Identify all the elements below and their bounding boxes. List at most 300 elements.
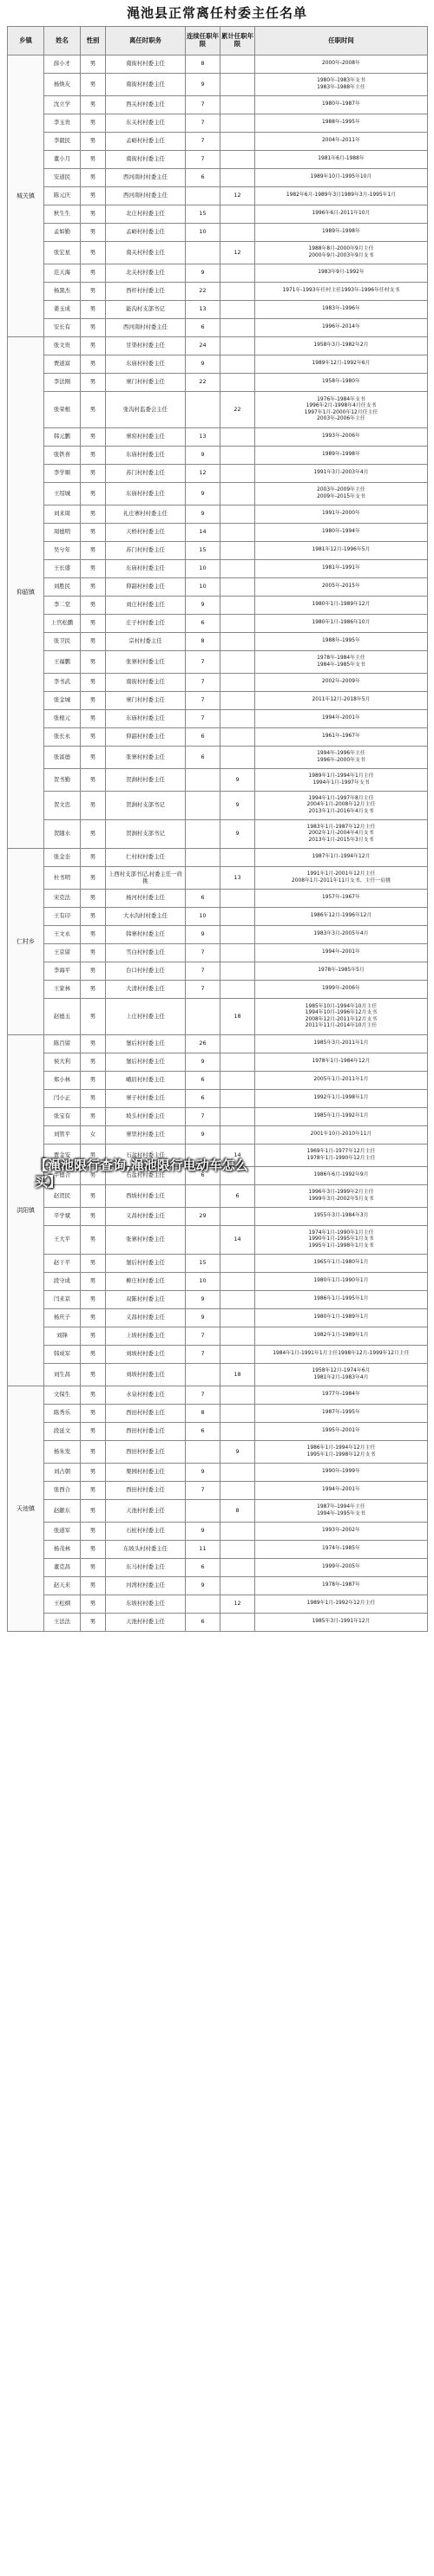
continuous-years-cell: 7 — [186, 1327, 220, 1346]
position-cell: 天池村村委主任 — [106, 1500, 186, 1523]
term-cell: 1991年3月-2003年4月 — [255, 465, 428, 483]
name-cell: 李玉贵 — [44, 114, 81, 133]
total-years-cell — [220, 114, 255, 133]
name-cell: 陈元庆 — [44, 187, 81, 205]
total-years-cell: 18 — [220, 999, 255, 1035]
town-cell: 仰韶镇 — [8, 337, 44, 849]
gender-cell: 男 — [81, 1291, 106, 1309]
name-cell: 赵干平 — [44, 1255, 81, 1273]
gender-cell: 男 — [81, 1035, 106, 1053]
gender-cell: 男 — [81, 1595, 106, 1614]
table-row — [8, 1072, 428, 1090]
continuous-years-cell: 6 — [186, 747, 220, 769]
position-cell: 宗村村委主任 — [106, 633, 186, 651]
gender-cell: 男 — [81, 447, 106, 465]
name-cell: 韩成军 — [44, 1346, 81, 1364]
position-cell: 东马村村委主任 — [106, 1559, 186, 1577]
town-cell: 仁村乡 — [8, 849, 44, 1035]
total-years-cell — [220, 674, 255, 692]
term-cell: 1983年1月-1987年12月主任 2002年1月-2004年4月支书 2013年1月-2015年3月支书 — [255, 820, 428, 849]
term-cell: 1978年-1984年主任 1984年-1985年支书 — [255, 651, 428, 674]
term-cell: 1965年1月-1980年1月 — [255, 1255, 428, 1273]
term-cell: 1988年-1995年 — [255, 114, 428, 133]
name-cell: 王绍城 — [44, 483, 81, 505]
term-cell: 1955年3月-1984年3月 — [255, 1208, 428, 1226]
position-cell: 刘庄村村委主任 — [106, 597, 186, 615]
name-cell: 王福鹏 — [44, 651, 81, 674]
continuous-years-cell: 6 — [186, 319, 220, 337]
continuous-years-cell: 6 — [186, 1167, 220, 1185]
table-row — [8, 560, 428, 578]
total-years-cell — [220, 447, 255, 465]
continuous-years-cell — [186, 1185, 220, 1208]
gender-cell: 男 — [81, 151, 106, 169]
total-years-cell — [220, 926, 255, 944]
town-cell: 天池镇 — [8, 1386, 44, 1632]
position-cell: 东坡头村村委主任 — [106, 1541, 186, 1559]
table-row — [8, 1090, 428, 1108]
gender-cell: 男 — [81, 224, 106, 242]
name-cell: 张金城 — [44, 692, 81, 710]
term-cell: 1999年-2006年 — [255, 981, 428, 999]
term-cell: 1958年-1980年 — [255, 374, 428, 392]
term-cell: 1986年1月-1995年1月 — [255, 1291, 428, 1309]
term-cell: 1994年-2001年 — [255, 1482, 428, 1500]
total-years-cell — [220, 74, 255, 96]
position-cell: 苏门村村委主任 — [106, 542, 186, 560]
table-row — [8, 151, 428, 169]
position-cell: 杨河村村委主任 — [106, 890, 186, 908]
term-cell: 1985年10月-1994年10月主任 1994年10月-1996年12月支书 2008年12月-2011年12月支书 2011年11月-2014年10月主任 — [255, 999, 428, 1035]
header-position: 离任时职务 — [106, 27, 186, 55]
name-cell: 秋生生 — [44, 205, 81, 224]
continuous-years-cell: 13 — [186, 428, 220, 447]
position-cell: 峨眉村村委主任 — [106, 1072, 186, 1090]
gender-cell: 男 — [81, 169, 106, 187]
continuous-years-cell: 6 — [186, 615, 220, 633]
name-cell: 李毅民 — [44, 133, 81, 151]
continuous-years-cell: 7 — [186, 981, 220, 999]
continuous-years-cell: 9 — [186, 447, 220, 465]
total-years-cell — [220, 283, 255, 301]
name-cell: 上官松鹏 — [44, 615, 81, 633]
term-cell: 1986年6月-1992年9月 — [255, 1167, 428, 1185]
continuous-years-cell: 9 — [186, 74, 220, 96]
name-cell: 杜书明 — [44, 867, 81, 890]
total-years-cell: 12 — [220, 187, 255, 205]
gender-cell: 男 — [81, 1500, 106, 1523]
position-cell: 河湾村村委主任 — [106, 1577, 186, 1595]
term-cell: 1961年-1967年 — [255, 728, 428, 747]
total-years-cell — [220, 1482, 255, 1500]
town-cell: 洪阳镇 — [8, 1035, 44, 1386]
gender-cell: 男 — [81, 962, 106, 981]
total-years-cell — [220, 710, 255, 728]
position-cell: 东庙村村委主任 — [106, 447, 186, 465]
term-cell: 1985年1月-1992年1月 — [255, 1108, 428, 1126]
total-years-cell — [220, 1464, 255, 1482]
continuous-years-cell — [186, 1441, 220, 1464]
term-cell: 1988年-1995年 — [255, 633, 428, 651]
table-row — [8, 169, 428, 187]
total-years-cell — [220, 1559, 255, 1577]
gender-cell: 男 — [81, 392, 106, 428]
position-cell: 石桩村村委主任 — [106, 1523, 186, 1541]
total-years-cell — [220, 1577, 255, 1595]
total-years-cell — [220, 1309, 255, 1327]
position-cell: 贺涧村村委主任 — [106, 769, 186, 792]
total-years-cell — [220, 1291, 255, 1309]
continuous-years-cell: 11 — [186, 1541, 220, 1559]
position-cell: 张寨村村委主任 — [106, 651, 186, 674]
continuous-years-cell — [186, 1500, 220, 1523]
continuous-years-cell: 9 — [186, 483, 220, 505]
position-cell: 寨窑村村委主任 — [106, 428, 186, 447]
total-years-cell — [220, 849, 255, 867]
name-cell: 张宏星 — [44, 242, 81, 264]
table-row — [8, 505, 428, 524]
position-cell: 孟峪村村委主任 — [106, 133, 186, 151]
term-cell: 1989年-1998年 — [255, 447, 428, 465]
position-cell: 仰韶村村委主任 — [106, 728, 186, 747]
term-cell: 1983年-1996年 — [255, 301, 428, 319]
position-cell: 义昌村村委主任 — [106, 1208, 186, 1226]
total-years-cell — [220, 1053, 255, 1072]
position-cell: 寨门村村委主任 — [106, 692, 186, 710]
table-row — [8, 114, 428, 133]
position-cell: 能沟村支部书记 — [106, 301, 186, 319]
total-years-cell — [220, 1405, 255, 1423]
table-row — [8, 55, 428, 74]
name-cell: 薛小才 — [44, 55, 81, 74]
position-cell: 南街村村委主任 — [106, 151, 186, 169]
continuous-years-cell: 7 — [186, 1386, 220, 1405]
gender-cell: 男 — [81, 867, 106, 890]
continuous-years-cell: 6 — [186, 1072, 220, 1090]
name-cell: 贾金安 — [44, 1145, 81, 1167]
table-row — [8, 1167, 428, 1185]
term-cell: 1974年1月-1990年1月主任 1990年1月-1995年1月支书 1995年1月-1998年1月支书 — [255, 1226, 428, 1255]
position-cell: 东庙村村委主任 — [106, 355, 186, 374]
name-cell: 刘占朝 — [44, 1464, 81, 1482]
total-years-cell — [220, 319, 255, 337]
continuous-years-cell: 7 — [186, 1346, 220, 1364]
continuous-years-cell — [186, 392, 220, 428]
position-cell: 寨子村村委主任 — [106, 1090, 186, 1108]
table-row — [8, 710, 428, 728]
total-years-cell — [220, 1208, 255, 1226]
name-cell: 孟如勤 — [44, 224, 81, 242]
gender-cell: 男 — [81, 692, 106, 710]
term-cell: 1977年-1984年 — [255, 1386, 428, 1405]
term-cell: 1993年-2002年 — [255, 1523, 428, 1541]
continuous-years-cell: 15 — [186, 1255, 220, 1273]
gender-cell: 男 — [81, 633, 106, 651]
gender-cell: 男 — [81, 1145, 106, 1167]
term-cell: 2005年-2015年 — [255, 578, 428, 597]
total-years-cell: 14 — [220, 1145, 255, 1167]
roster-table — [7, 26, 428, 1632]
continuous-years-cell — [186, 769, 220, 792]
term-cell: 1994年-1996年主任 1996年-2000年支书 — [255, 747, 428, 769]
position-cell: 上坡村村委主任 — [106, 1327, 186, 1346]
gender-cell: 男 — [81, 337, 106, 355]
table-row — [8, 1145, 428, 1167]
continuous-years-cell: 8 — [186, 1405, 220, 1423]
name-cell: 杨焕友 — [44, 74, 81, 96]
gender-cell: 男 — [81, 1541, 106, 1559]
name-cell: 沈立学 — [44, 96, 81, 114]
gender-cell: 男 — [81, 1185, 106, 1208]
position-cell: 南街村村委主任 — [106, 74, 186, 96]
table-row — [8, 542, 428, 560]
table-row — [8, 1482, 428, 1500]
name-cell: 安长有 — [44, 319, 81, 337]
name-cell: 张铁喜 — [44, 447, 81, 465]
name-cell: 杨黑杰 — [44, 283, 81, 301]
name-cell: 王松纲 — [44, 1595, 81, 1614]
total-years-cell: 13 — [220, 867, 255, 890]
table-row — [8, 597, 428, 615]
name-cell: 李海平 — [44, 962, 81, 981]
table-row — [8, 999, 428, 1035]
table-row — [8, 633, 428, 651]
continuous-years-cell — [186, 792, 220, 820]
gender-cell: 男 — [81, 651, 106, 674]
table-row — [8, 1464, 428, 1482]
name-cell: 宋克法 — [44, 890, 81, 908]
position-cell: 双陈村村委主任 — [106, 1291, 186, 1309]
table-row — [8, 319, 428, 337]
total-years-cell — [220, 355, 255, 374]
table-row — [8, 820, 428, 849]
continuous-years-cell: 7 — [186, 944, 220, 962]
table-row — [8, 1346, 428, 1364]
table-row — [8, 1541, 428, 1559]
continuous-years-cell: 9 — [186, 926, 220, 944]
position-cell: 寨门村村委主任 — [106, 374, 186, 392]
total-years-cell — [220, 1523, 255, 1541]
gender-cell: 男 — [81, 728, 106, 747]
table-row — [8, 769, 428, 792]
total-years-cell: 12 — [220, 1595, 255, 1614]
table-row — [8, 1185, 428, 1208]
gender-cell: 男 — [81, 264, 106, 283]
name-cell: 杨朱发 — [44, 1441, 81, 1464]
term-cell: 1989年-1998年 — [255, 224, 428, 242]
term-cell: 1991年1月-2001年12月主任 2008年1月-2011年11月支书、主任一肩挑 — [255, 867, 428, 890]
position-cell: 天池村村委主任 — [106, 1614, 186, 1632]
gender-cell: 男 — [81, 1577, 106, 1595]
total-years-cell — [220, 944, 255, 962]
continuous-years-cell: 7 — [186, 133, 220, 151]
table-row — [8, 1108, 428, 1126]
total-years-cell — [220, 651, 255, 674]
position-cell: 南街村村委主任 — [106, 674, 186, 692]
total-years-cell — [220, 337, 255, 355]
continuous-years-cell — [186, 849, 220, 867]
table-row — [8, 1035, 428, 1053]
position-cell: 贺涧村支部书记 — [106, 820, 186, 849]
gender-cell: 男 — [81, 74, 106, 96]
total-years-cell — [220, 633, 255, 651]
total-years-cell — [220, 962, 255, 981]
gender-cell: 男 — [81, 114, 106, 133]
total-years-cell — [220, 1273, 255, 1291]
name-cell: 王京留 — [44, 944, 81, 962]
position-cell: 仁村村村委主任 — [106, 849, 186, 867]
term-cell: 1984年1月-1991年1月主任1998年12月-1999年12月主任 — [255, 1346, 428, 1364]
total-years-cell — [220, 1346, 255, 1364]
gender-cell: 男 — [81, 319, 106, 337]
term-cell: 1988年8月-2000年9月主任 2000年9月-2003年9月支书 — [255, 242, 428, 264]
table-row — [8, 1559, 428, 1577]
position-cell: 台口村村委主任 — [106, 962, 186, 981]
name-cell: 段守成 — [44, 1273, 81, 1291]
table-header-row — [8, 27, 428, 55]
term-cell: 1999年-2005年 — [255, 1559, 428, 1577]
name-cell: 闫小正 — [44, 1090, 81, 1108]
position-cell: 张沟村监委会主任 — [106, 392, 186, 428]
total-years-cell: 8 — [220, 1500, 255, 1523]
position-cell: 天桥村村委主任 — [106, 524, 186, 542]
position-cell: 东关村村委主任 — [106, 114, 186, 133]
gender-cell: 男 — [81, 1346, 106, 1364]
gender-cell: 男 — [81, 908, 106, 926]
position-cell: 韩寨村村委主任 — [106, 926, 186, 944]
continuous-years-cell: 9 — [186, 505, 220, 524]
table-row — [8, 1405, 428, 1423]
name-cell: 张卫民 — [44, 633, 81, 651]
continuous-years-cell: 6 — [186, 1614, 220, 1632]
position-cell: 苏门村村委主任 — [106, 465, 186, 483]
continuous-years-cell: 7 — [186, 1482, 220, 1500]
term-cell: 1981年-1991年 — [255, 560, 428, 578]
table-row — [8, 1595, 428, 1614]
position-cell: 东庙村村委主任 — [106, 560, 186, 578]
gender-cell: 女 — [81, 1126, 106, 1145]
total-years-cell — [220, 55, 255, 74]
term-cell: 1978年-1985年5月 — [255, 962, 428, 981]
total-years-cell — [220, 374, 255, 392]
term-cell: 2003年-2009年主任 2009年-2015年支书 — [255, 483, 428, 505]
continuous-years-cell: 7 — [186, 96, 220, 114]
term-cell: 1985年3月-1991年12月 — [255, 1614, 428, 1632]
total-years-cell — [220, 578, 255, 597]
total-years-cell: 9 — [220, 1441, 255, 1464]
term-cell: 1994年1月-1997年8月主任 2004年1月-2008年12月主任 2013年1月-2016年4月支书 — [255, 792, 428, 820]
name-cell: 张根元 — [44, 710, 81, 728]
gender-cell: 男 — [81, 428, 106, 447]
continuous-years-cell: 12 — [186, 465, 220, 483]
continuous-years-cell: 9 — [186, 264, 220, 283]
term-cell: 1991年-2000年 — [255, 505, 428, 524]
position-cell: 仰韶村村委主任 — [106, 578, 186, 597]
name-cell: 李二堂 — [44, 597, 81, 615]
table-row — [8, 1614, 428, 1632]
continuous-years-cell: 7 — [186, 710, 220, 728]
table-row — [8, 615, 428, 633]
total-years-cell — [220, 524, 255, 542]
position-cell: 西河南村村委主任 — [106, 187, 186, 205]
total-years-cell — [220, 1108, 255, 1126]
term-cell: 1974年-1985年 — [255, 1541, 428, 1559]
term-cell: 1957年-1967年 — [255, 890, 428, 908]
continuous-years-cell: 9 — [186, 1464, 220, 1482]
gender-cell: 男 — [81, 1482, 106, 1500]
gender-cell: 男 — [81, 374, 106, 392]
table-row — [8, 674, 428, 692]
continuous-years-cell: 7 — [186, 692, 220, 710]
position-cell: 西坡村村委主任 — [106, 1185, 186, 1208]
gender-cell: 男 — [81, 1386, 106, 1405]
gender-cell: 男 — [81, 747, 106, 769]
gender-cell: 男 — [81, 1441, 106, 1464]
continuous-years-cell: 6 — [186, 1559, 220, 1577]
gender-cell: 男 — [81, 926, 106, 944]
table-row — [8, 374, 428, 392]
term-cell: 1994年-2001年 — [255, 944, 428, 962]
total-years-cell — [220, 542, 255, 560]
gender-cell: 男 — [81, 1423, 106, 1441]
continuous-years-cell: 10 — [186, 560, 220, 578]
term-cell: 1981年12月-1996年5月 — [255, 542, 428, 560]
term-cell: 1986年1月-1994年12月主任 1995年1月-1998年12月支书 — [255, 1441, 428, 1464]
table-row — [8, 74, 428, 96]
continuous-years-cell: 15 — [186, 542, 220, 560]
gender-cell: 男 — [81, 849, 106, 867]
position-cell: 水泉村村委主任 — [106, 1386, 186, 1405]
name-cell: 张西合 — [44, 1482, 81, 1500]
table-row — [8, 1364, 428, 1386]
table-row — [8, 96, 428, 114]
name-cell: 张道军 — [44, 1523, 81, 1541]
position-cell: 雪白村村委主任 — [106, 944, 186, 962]
position-cell: 礼庄寨村村委主任 — [106, 505, 186, 524]
gender-cell: 男 — [81, 820, 106, 849]
position-cell: 石盆村村委主任 — [106, 1167, 186, 1185]
term-cell: 2002年-2009年 — [255, 674, 428, 692]
total-years-cell — [220, 1423, 255, 1441]
total-years-cell — [220, 1035, 255, 1053]
table-row — [8, 1291, 428, 1309]
name-cell: 陈秀乐 — [44, 1405, 81, 1423]
table-row — [8, 908, 428, 926]
gender-cell: 男 — [81, 769, 106, 792]
total-years-cell — [220, 483, 255, 505]
name-cell: 刘胜民 — [44, 578, 81, 597]
term-cell: 1983年9月-1992年 — [255, 264, 428, 283]
name-cell: 李学顺 — [44, 465, 81, 483]
continuous-years-cell: 22 — [186, 374, 220, 392]
term-cell: 1958年12月-1974年6月 1981年2月-1983年4月 — [255, 1364, 428, 1386]
table-row — [8, 1309, 428, 1327]
table-row — [8, 1386, 428, 1405]
position-cell: 张寨村村委主任 — [106, 747, 186, 769]
gender-cell: 男 — [81, 542, 106, 560]
total-years-cell — [220, 1126, 255, 1145]
continuous-years-cell — [186, 1364, 220, 1386]
term-cell: 1980年1月-1989年1月 — [255, 1309, 428, 1327]
continuous-years-cell: 6 — [186, 728, 220, 747]
gender-cell: 男 — [81, 283, 106, 301]
table-row — [8, 465, 428, 483]
total-years-cell — [220, 728, 255, 747]
gender-cell: 男 — [81, 890, 106, 908]
total-years-cell — [220, 615, 255, 633]
town-cell: 城关镇 — [8, 55, 44, 337]
term-cell: 1982年6月-1989年3月1989年3月-1995年1月 — [255, 187, 428, 205]
